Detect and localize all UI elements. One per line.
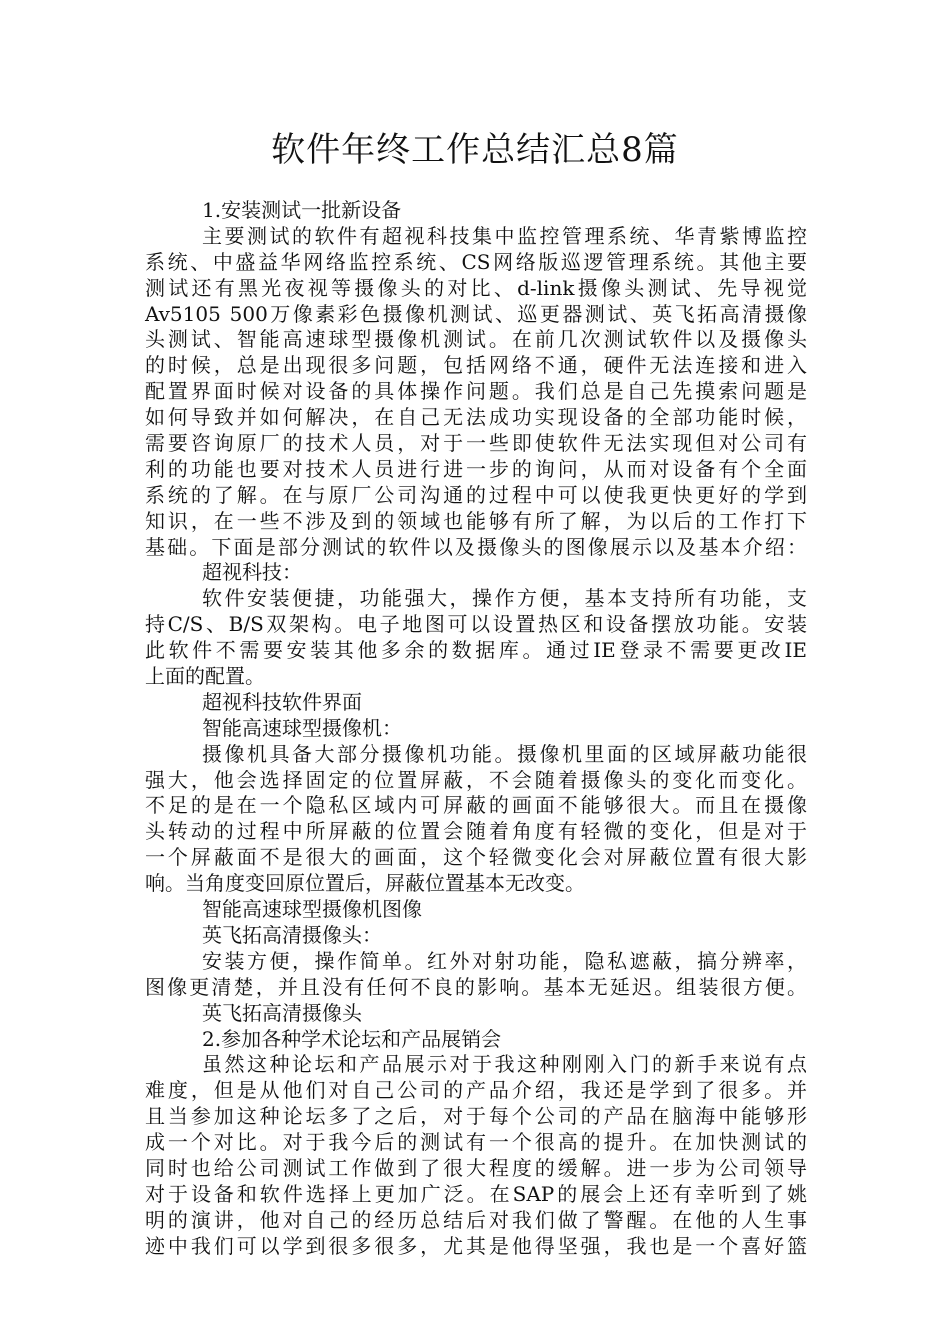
text-line: 软件安装便捷，功能强大，操作方便，基本支持所有功能，支 [202, 586, 807, 611]
text-line: 迹中我们可以学到很多很多，尤其是他得坚强，我也是一个喜好篮 [145, 1233, 807, 1258]
text-line: 安装方便，操作简单。红外对射功能，隐私遮蔽，搞分辨率， [202, 948, 807, 973]
text-line: 且当参加这种论坛多了之后，对于每个公司的产品在脑海中能够形 [145, 1104, 807, 1129]
text-line: Av5105 500万像素彩色摄像机测试、巡更器测试、英飞拓高清摄像 [145, 301, 807, 326]
text-line: 响。当角度变回原位置后，屏蔽位置基本无改变。 [145, 871, 585, 896]
text-line: 不足的是在一个隐私区域内可屏蔽的画面不能够很大。而且在摄像 [145, 793, 807, 818]
text-line: 超视科技软件界面 [202, 689, 362, 714]
text-line: 图像更清楚，并且没有任何不良的影响。基本无延迟。组装很方便。 [145, 974, 807, 999]
text-line: 的时候，总是出现很多问题，包括网络不通，硬件无法连接和进入 [145, 353, 807, 378]
text-line: 需要咨询原厂的技术人员，对于一些即使软件无法实现但对公司有 [145, 431, 807, 456]
text-line: 利的功能也要对技术人员进行进一步的询问，从而对设备有个全面 [145, 456, 807, 481]
text-line: 成一个对比。对于我今后的测试有一个很高的提升。在加快测试的 [145, 1130, 807, 1155]
text-line: 持C/S、B/S双架构。电子地图可以设置热区和设备摆放功能。安装 [145, 612, 807, 637]
text-line: 此软件不需要安装其他多余的数据库。通过IE登录不需要更改IE [145, 638, 807, 663]
text-line: 虽然这种论坛和产品展示对于我这种刚刚入门的新手来说有点 [202, 1052, 807, 1077]
text-line: 配置界面时候对设备的具体操作问题。我们总是自己先摸索问题是 [145, 379, 807, 404]
text-line: 智能高速球型摄像机： [202, 715, 402, 740]
text-line: 测试还有黑光夜视等摄像头的对比、d-link摄像头测试、先导视觉 [145, 275, 807, 300]
text-line: 系统的了解。在与原厂公司沟通的过程中可以使我更快更好的学到 [145, 482, 807, 507]
document-title: 软件年终工作总结汇总8篇 [271, 130, 679, 170]
text-line: 难度，但是从他们对自己公司的产品介绍，我还是学到了很多。并 [145, 1078, 807, 1103]
text-line: 头转动的过程中所屏蔽的位置会随着角度有轻微的变化，但是对于 [145, 819, 807, 844]
text-line: 1.安装测试一批新设备 [202, 198, 402, 222]
text-line: 英飞拓高清摄像头： [202, 922, 382, 947]
text-line: 基础。下面是部分测试的软件以及摄像头的图像展示以及基本介绍： [145, 534, 807, 559]
text-line: 明的演讲，他对自己的经历总结后对我们做了警醒。在他的人生事 [145, 1207, 807, 1232]
text-line: 主要测试的软件有超视科技集中监控管理系统、华青紫博监控 [202, 223, 807, 248]
text-line: 如何导致并如何解决，在自己无法成功实现设备的全部功能时候， [145, 405, 807, 430]
text-line: 2.参加各种学术论坛和产品展销会 [202, 1026, 502, 1051]
text-line: 对于设备和软件选择上更加广泛。在SAP的展会上还有幸听到了姚 [145, 1181, 807, 1206]
text-line: 同时也给公司测试工作做到了很大程度的缓解。进一步为公司领导 [145, 1155, 807, 1180]
text-line: 英飞拓高清摄像头 [202, 1000, 362, 1025]
text-line: 超视科技： [202, 560, 302, 585]
text-line: 智能高速球型摄像机图像 [202, 897, 422, 922]
text-line: 头测试、智能高速球型摄像机测试。在前几次测试软件以及摄像头 [145, 327, 807, 352]
text-line: 一个屏蔽面不是很大的画面，这个轻微变化会对屏蔽位置有很大影 [145, 845, 807, 870]
document-body [145, 198, 807, 1260]
text-line: 上面的配置。 [145, 664, 265, 689]
text-line: 摄像机具备大部分摄像机功能。摄像机里面的区域屏蔽功能很 [202, 741, 807, 766]
text-line: 系统、中盛益华网络监控系统、CS网络版巡逻管理系统。其他主要 [145, 249, 807, 274]
text-line: 强大，他会选择固定的位置屏蔽，不会随着摄像头的变化而变化。 [145, 767, 807, 792]
text-line: 知识，在一些不涉及到的领域也能够有所了解，为以后的工作打下 [145, 508, 807, 533]
